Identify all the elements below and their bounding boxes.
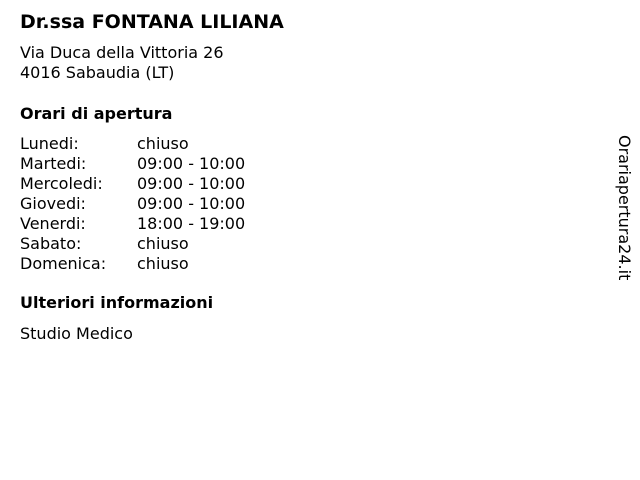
further-info-heading: Ulteriori informazioni [20,293,214,312]
business-address [20,43,224,83]
address-street: Via Duca della Vittoria 26 [20,43,224,62]
time-value: 09:00 - 10:00 [137,194,246,213]
day-label: Sabato: [20,234,82,253]
further-info-text: Studio Medico [20,324,133,343]
day-label: Giovedi: [20,194,86,213]
time-value: chiuso [137,134,189,153]
day-label: Venerdi: [20,214,86,233]
day-label: Mercoledi: [20,174,103,193]
time-value: chiuso [137,254,189,273]
address-city: 4016 Sabaudia (LT) [20,63,175,82]
time-value: 09:00 - 10:00 [137,154,246,173]
day-label: Domenica: [20,254,107,273]
time-value: 09:00 - 10:00 [137,174,246,193]
site-brand-label: Orariapertura24.it [615,135,634,281]
time-value: 18:00 - 19:00 [137,214,246,233]
day-label: Martedi: [20,154,87,173]
time-value: chiuso [137,234,189,253]
day-label: Lunedi: [20,134,79,153]
business-name: Dr.ssa FONTANA LILIANA [20,11,284,33]
opening-hours-heading: Orari di apertura [20,104,173,123]
